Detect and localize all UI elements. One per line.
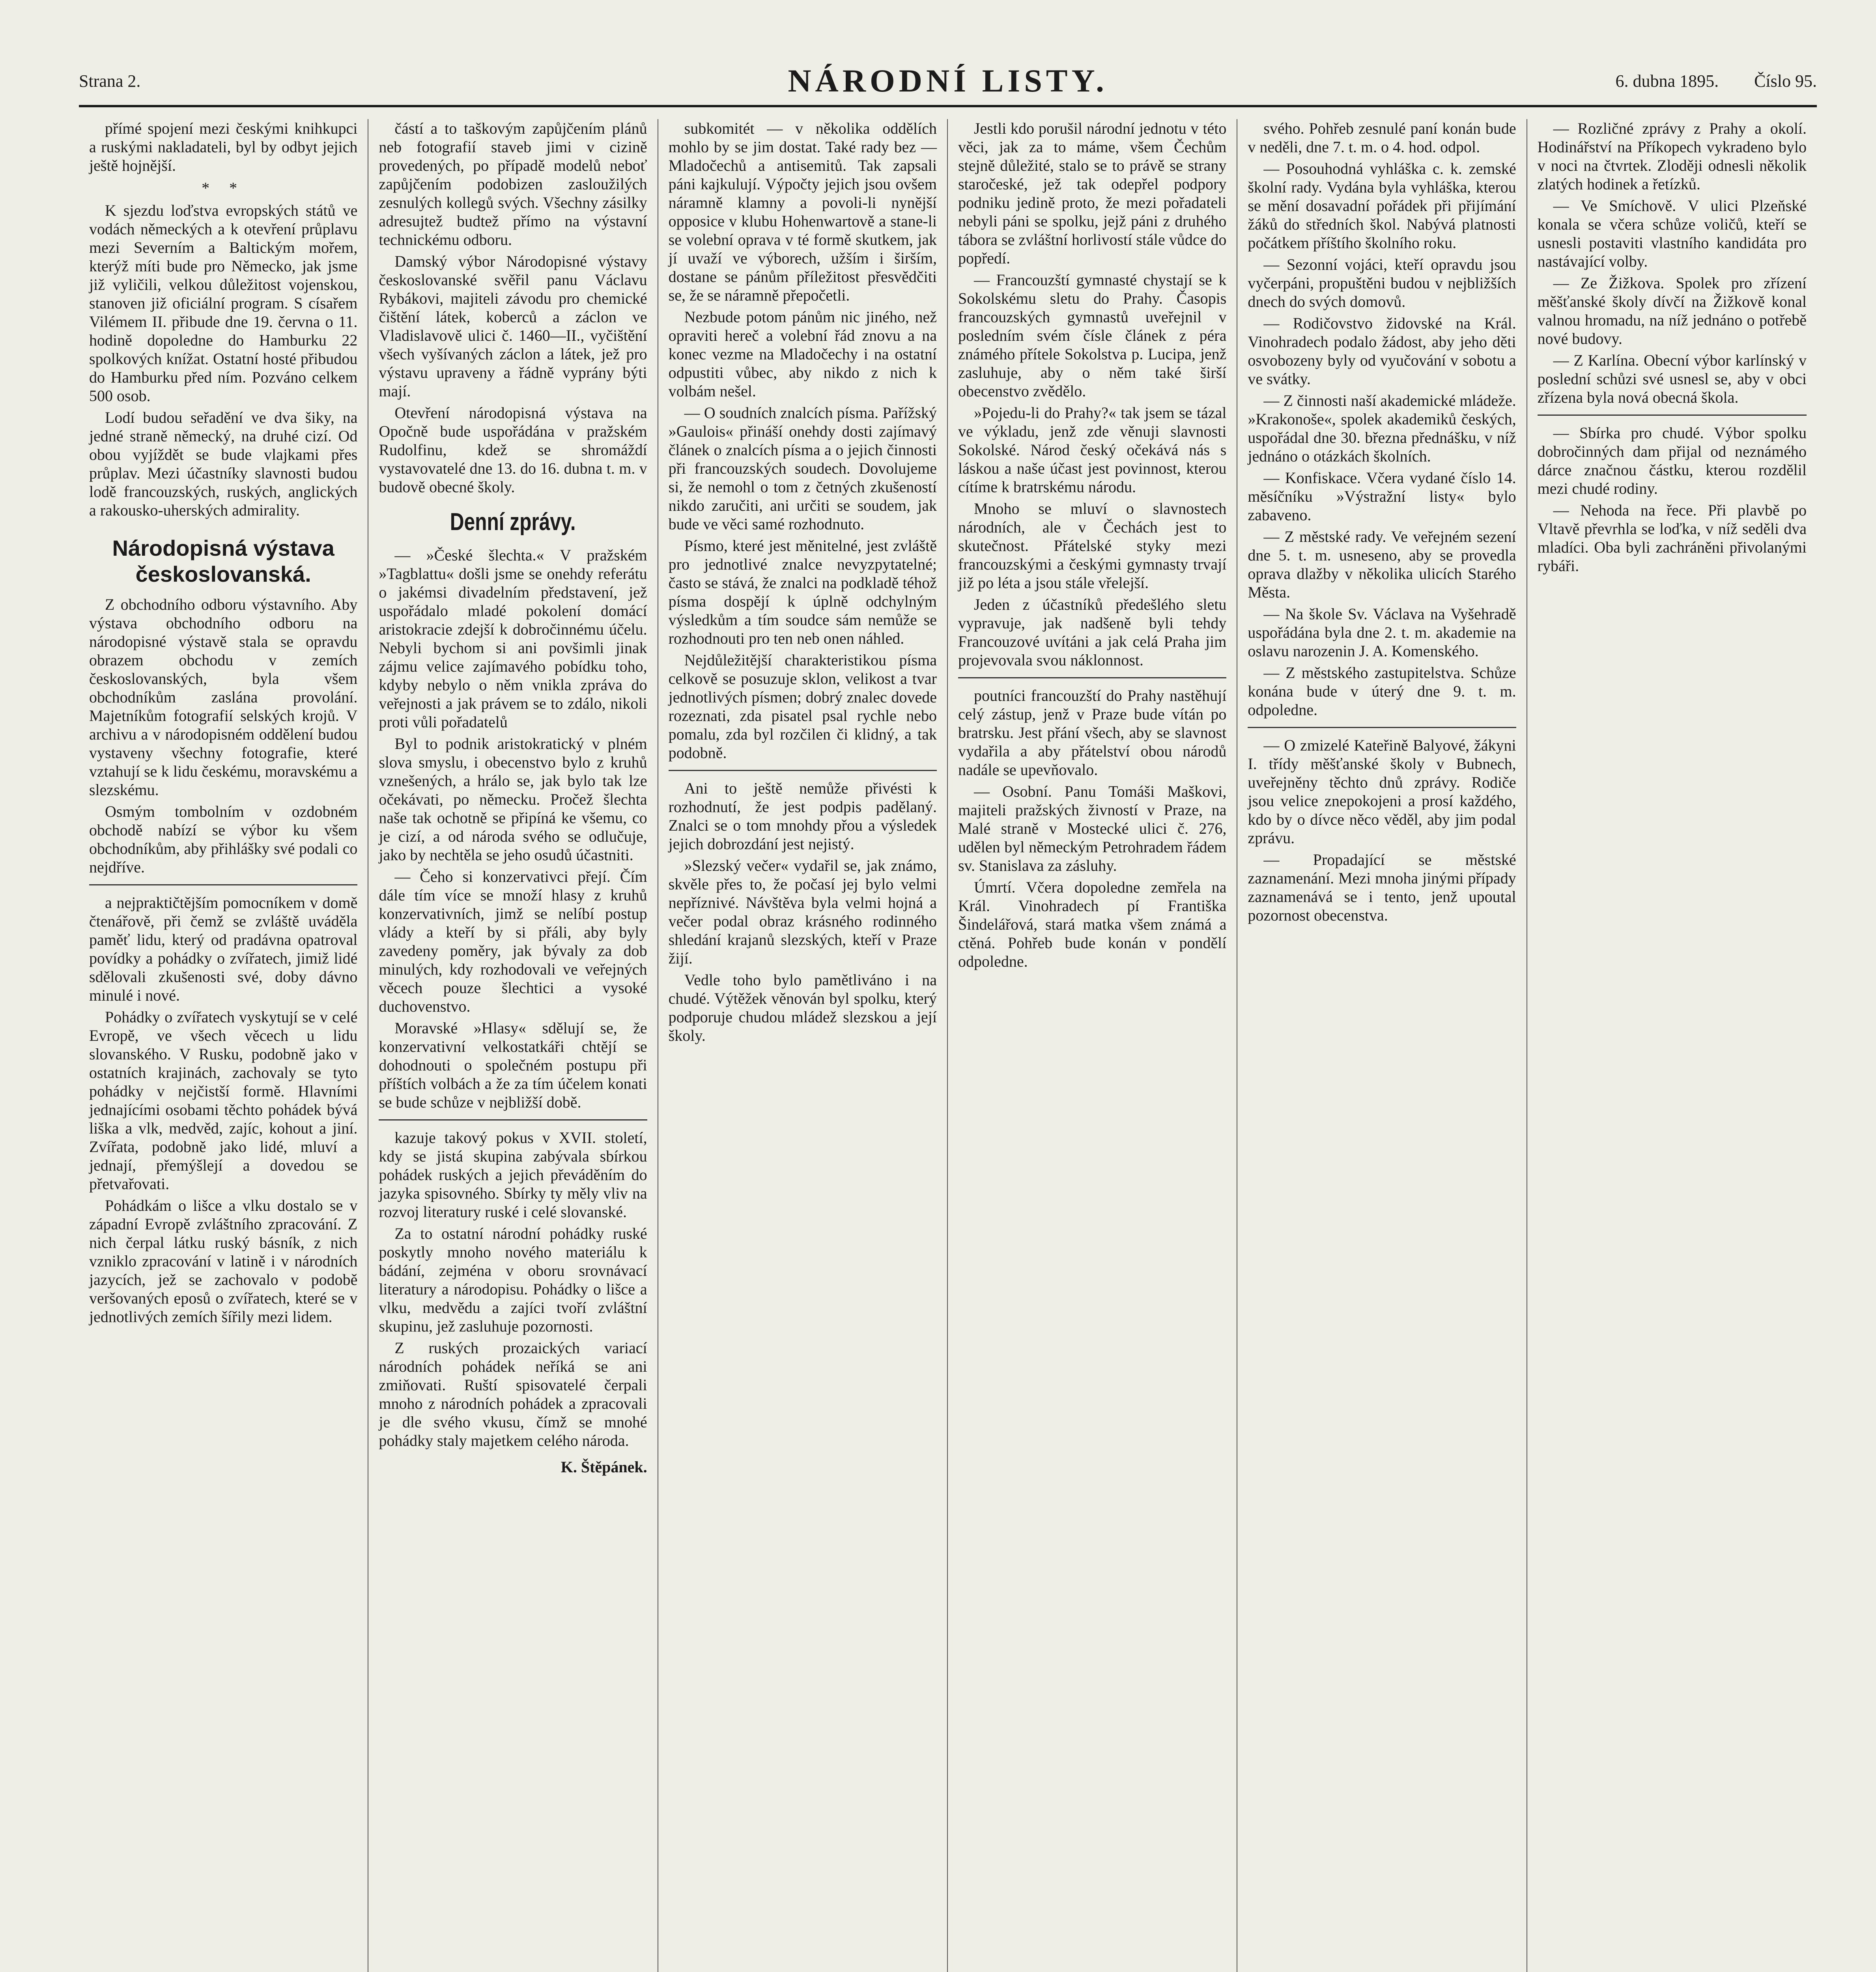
article-paragraph: — Rodičovstvo židovské na Král. Vinohradech podalo žádost, aby jeho děti osvobozeny byly od vyučování v sobotu a ve svátky. xyxy=(1248,314,1516,388)
article-paragraph: — »České šlechta.« V pražském »Tagblattu« došli jsme se onehdy referátu o jakémsi divadelním představení, jež uspořádalo mladé pokolení domácí aristokracie zdejší k dobročinnému účelu. Nebyli bychom si ani povšimli jinak zájmu velice zajímavého pobídku toho, kdyby nebylo o něm vnikla zpráva do veřejnosti a jak právem se to zdálo, nikoli proti vůli pořadatelů xyxy=(379,546,647,731)
article-paragraph: — Rozličné zprávy z Prahy a okolí. Hodinářství na Příkopech vykradeno bylo v noci na čtvrtek. Zloději odnesli několik zlatých hodinek a řetízků. xyxy=(1537,120,1807,193)
article-columns xyxy=(79,119,1817,1972)
article-paragraph: Otevření národopisná výstava na Opočně bude uspořádána v pražském Rudolfinu, kdež se shromáždí vystavovatelé dne 13. do 16. dubna t. m. v budově obecné školy. xyxy=(379,404,647,496)
article-paragraph: subkomitét — v několika oddělích mohlo by se jim dostat. Také rady bez — Mladočechů a antisemitů. Tak zapsali páni kajkulují. Výpočty jejich jsou ovšem náramně klamny a povoli-li nynější opposice v klubu Hohenwartově a stane-li se volební oprava v té formě skutkem, jak jí uvaží ve výborech, užším i širším, dostane se pánům příležitost přesvědčiti se, že se náramně přepočetli. xyxy=(668,120,937,304)
article-paragraph: Osmým tombolním v ozdobném obchodě nabízí se výbor ku všem obchodníkům, aby přihlášky své podali co nejdříve. xyxy=(89,803,358,876)
newspaper-title: NÁRODNÍ LISTY. xyxy=(788,63,1108,99)
article-paragraph: — Z městské rady. Ve veřejném sezení dne 5. t. m. usneseno, aby se provedla oprava dlažby v několika ulicích Starého Města. xyxy=(1248,528,1516,601)
column-separator xyxy=(958,677,1226,678)
article-paragraph: — O zmizelé Kateřině Balyové, žákyni I. třídy měšťanské školy v Bubnech, uveřejněny těchto dnů zprávy. Rodiče jsou velice znepokojeni a prosí každého, kdo by o dívce něco věděl, aby jim podal zprávu. xyxy=(1248,736,1516,847)
article-paragraph: — Francouzští gymnasté chystají se k Sokolskému sletu do Prahy. Časopis francouzských gymnastů uveřejnil v posledním svém čísle článek z péra známého přítele Sokolstva p. Lucipa, jenž zasluhuje, aby o něm také širší obecenstvo zvědělo. xyxy=(958,271,1227,400)
article-paragraph: Jeden z účastníků předešlého sletu vypravuje, jak nadšeně byli tehdy Francouzové uvítáni a jak celá Praha jim projevovala svou náklonnost. xyxy=(958,596,1227,669)
article-paragraph: »Slezský večer« vydařil se, jak známo, skvěle přes to, že počasí jej bylo velmi nepříznivé. Návštěva byla velmi hojná a večer podal obraz krásného rodinného shledání krajanů slezských, kteří v Praze žijí. xyxy=(668,857,937,967)
article-paragraph: — Z činnosti naší akademické mládeže. »Krakonoše«, spolek akademiků českých, uspořádal dne 30. března přednášku, v níž jednáno o otázkách školních. xyxy=(1248,392,1516,465)
masthead-rule xyxy=(79,105,1817,107)
article-paragraph: Jestli kdo porušil národní jednotu v této věci, jak za to máme, všem Čechům stejně důležité, stalo se to právě se strany staročeské, jež tak odepřel podpory podniku jedině proto, že mezi pořadateli nebyli páni se spolku, jejž páni z druhého tábora se zvláštní horlivostí stále vůdce do popředí. xyxy=(958,120,1227,267)
column-separator xyxy=(89,884,357,885)
article-paragraph: Moravské »Hlasy« sdělují se, že konzervativní velkostatkáři chtějí se dohodnouti o společném postupu při příštích volbách a že za tím účelem konati se bude schůze v nejbližší době. xyxy=(379,1019,647,1111)
article-paragraph: — Sezonní vojáci, kteří opravdu jsou vyčerpáni, propuštěni budou v nejbližších dnech do svých domovů. xyxy=(1248,256,1516,310)
issue-number: Číslo 95. xyxy=(1754,71,1817,91)
article-paragraph: Úmrtí. Včera dopoledne zemřela na Král. Vinohradech pí Františka Šindelářová, stará matka všem známá a ctěná. Pohřeb bude konán v pondělí odpoledne. xyxy=(958,878,1227,970)
article-paragraph: Mnoho se mluví o slavnostech národních, ale v Čechách jest to skutečnost. Přátelské styky mezi francouzskými a českými gymnasty trvají již po léta a jsou stále vřelejší. xyxy=(958,500,1227,592)
column-separator xyxy=(1248,727,1516,728)
article-paragraph: svého. Pohřeb zesnulé paní konán bude v neděli, dne 7. t. m. o 4. hod. odpol. xyxy=(1248,120,1516,156)
article-paragraph: — Na škole Sv. Václava na Vyšehradě uspořádána byla dne 2. t. m. akademie na oslavu narozenin J. A. Komenského. xyxy=(1248,605,1516,660)
article-paragraph: Damský výbor Národopisné výstavy českoslovanské svěřil panu Václavu Rybákovi, majiteli závodu pro chemické čištění látek, koberců a záclon ve Vladislavově ulici č. 1460—II., vyčištění všech vyšívaných záclon a látek, jež pro výstavu upraveny a řádně vyprány býti mají. xyxy=(379,252,647,400)
article-paragraph: Byl to podnik aristokratický v plném slova smyslu, i obecenstvo bylo z kruhů vznešených, a hrálo se, jak bylo tak lze očekávati, po německu. Pročež šlechta naše tak ochotně se připíná ke všemu, co je cizí, a od národa svého se odlučuje, jako by nechtěla se jeho osudů účastniti. xyxy=(379,735,647,864)
article-paragraph: — Posouhodná vyhláška c. k. zemské školní rady. Vydána byla vyhláška, kterou se mění dosavadní pořádek při přijímání žáků do středních škol. Nabývá platnosti počátkem příštího školního roku. xyxy=(1248,160,1516,252)
column-separator xyxy=(669,770,937,771)
article-paragraph: — Čeho si konzervativci přejí. Čím dále tím více se množí hlasy z kruhů konzervativních, jimž se nelíbí postup vlády a kteří by si přáli, aby byly zavedeny poměry, jak bývaly za dob minulých, kdy rozhodovali ve veřejných věcech pouze šlechtici a vysoké duchovenstvo. xyxy=(379,868,647,1015)
article-paragraph: Za to ostatní národní pohádky ruské poskytly mnoho nového materiálu k bádání, zejména v oboru srovnávací literatury a národopisu. Pohádky o lišce a vlku, medvědu a zajíci tvoří zvláštní skupinu, jež zasluhuje pozornosti. xyxy=(379,1225,647,1335)
column-separator xyxy=(379,1119,647,1120)
masthead-right xyxy=(1616,71,1817,91)
column-4 xyxy=(948,119,1237,1972)
article-paragraph: kazuje takový pokus v XVII. století, kdy se jistá skupina zabývala sbírkou pohádek ruských a jejich převáděním do jazyka spisovného. Sbírky ty měly vliv na rozvoj literatury ruské i celé slovanské. xyxy=(379,1129,647,1221)
article-paragraph: — O soudních znalcích písma. Pařížský »Gaulois« přináší onehdy dosti zajímavý článek o znalcích písma a o jejich činnosti při francouzských soudech. Dovolujeme si, že nemohl o tom z četných zkušeností nikdo zaručiti, ani určiti se soudem, jak bude ve věci samé rozhodnuto. xyxy=(668,404,937,533)
section-divider-dots: * * xyxy=(202,179,245,197)
article-paragraph: »Pojedu-li do Prahy?« tak jsem se tázal ve výkladu, jenž zde věnuji slavnosti Sokolské. Národ český očekává nás s láskou a naše účast jest povinnost, kterou cítíme k bratrskému národu. xyxy=(958,404,1227,496)
article-paragraph: — Sbírka pro chudé. Výbor spolku dobročinných dam přijal od neznámého dárce značnou částku, kterou rozdělil mezi chudé rodiny. xyxy=(1537,424,1807,497)
article-paragraph: Pohádky o zvířatech vyskytují se v celé Evropě, ve všech věcech u lidu slovanského. V Rusku, podobně jako v ostatních krajinách, zachovaly se tyto pohádky v nejčistší formě. Hlavními jednajícími osobami těchto pohádek bývá liška a vlk, medvěd, zajíc, kohout a jiní. Zvířata, podobně jako lidé, mluví a jednají, přemýšlejí a dovedou se přetvařovati. xyxy=(89,1008,358,1193)
article-paragraph: — Z Karlína. Obecní výbor karlínský v poslední schůzi své usnesl se, aby v obci zřízena byla nová obecná škola. xyxy=(1537,351,1807,406)
article-paragraph: Pohádkám o lišce a vlku dostalo se v západní Evropě zvláštního zpracování. Z nich čerpal látku ruský básník, z nich vzniklo zpracování v latině i v národních jazycích, jež se zachovalo v podobě veršovaných eposů o zvířatech, které se v jednotlivých zemích šířily mezi lidem. xyxy=(89,1197,358,1326)
column-5 xyxy=(1237,119,1527,1972)
column-2 xyxy=(368,119,658,1972)
article-paragraph: K sjezdu loďstva evropských států ve vodách německých a k otevření průplavu mezi Severním a Baltickým mořem, kterýž míti bude pro Německo, jak jsme již vyličili, velkou důležitost vojenskou, stanoven již oficiální program. S císařem Vilémem II. přibude dne 19. června o 11. hodině dopoledne do Hamburku 22 spolkových knížat. Ostatní hosté přibudou do Hamburku před ním. Pozváno celkem 500 osob. xyxy=(89,202,358,405)
masthead xyxy=(79,59,1817,103)
article-paragraph: Lodí budou seřadění ve dva šiky, na jedné straně německý, na druhé cizí. Od obou vyjíždět se bude vlajkami přes průplav. Mezi účastníky slavnosti budou lodě francouzských, ruských, anglických a rakousko-uherských admirality. xyxy=(89,409,358,519)
article-paragraph: Písmo, které jest měnitelné, jest zvláště pro jednotlivé znalce nevyzpytatelné; často se stává, že znalci na podkladě téhož písma dospějí k úplně odchylným výsledkům a tím soudce sám nemůže se rozhodnouti pro ten neb onen náhled. xyxy=(668,537,937,647)
page-label: Strana 2. xyxy=(79,71,141,91)
article-paragraph: — Z městského zastupitelstva. Schůze konána bude v úterý dne 9. t. m. odpoledne. xyxy=(1248,664,1516,719)
article-paragraph: Z obchodního odboru výstavního. Aby výstava obchodního odboru na národopisné výstavě stala se opravdu obrazem obchodu v zemích českoslovanských, byla všem obchodníkům zaslána provolání. Majetníkům fotografií selských krojů. V archivu a v národopisném oddělení budou vystaveny všechny fotografie, které vztahují se k lidu českému, moravskému a slezskému. xyxy=(89,596,358,799)
article-paragraph: Nezbude potom pánům nic jiného, než opraviti hereč a volební řád znovu a na konec vezme na Mladočechy i na ostatní odpustiti vůbec, aby nikdo z nich k volbám nešel. xyxy=(668,308,937,400)
article-paragraph: — Nehoda na řece. Při plavbě po Vltavě převrhla se loďka, v níž seděli dva mladíci. Oba byli zachráněni přivolanými rybáři. xyxy=(1537,501,1807,575)
article-paragraph: — Konfiskace. Včera vydané číslo 14. měsíčníku »Výstražní listy« bylo zabaveno. xyxy=(1248,469,1516,524)
article-paragraph: Z ruských prozaických variací národních pohádek neříká se ani zmiňovati. Ruští spisovatelé čerpali mnoho z národních pohádek a zpracovali je dle svého vkusu, čímž se mnohé pohádky staly majetkem celého národa. xyxy=(379,1339,647,1449)
article-paragraph: poutníci francouzští do Prahy nastěhují celý zástup, jenž v Praze bude vítán po bratrsku. Jest přání všech, aby se slavnost vydařila a aby přátelství obou národů nadále se upevňovalo. xyxy=(958,687,1227,779)
author-signature: K. Štěpánek. xyxy=(561,1458,647,1476)
section-heading: Denní zprávy. xyxy=(450,508,576,536)
article-paragraph: částí a to taškovým zapůjčením plánů neb fotografií staveb jimi v cizině provedených, po případě modelů neboť zapůjčením podobizen zasloužilých zesnulých kollegů svých. Všechny zásilky adresujtež budtež přímo na výstavní technickému odboru. xyxy=(379,120,647,248)
column-6 xyxy=(1527,119,1817,1972)
article-paragraph: Ani to ještě nemůže přivésti k rozhodnutí, že jest podpis padělaný. Znalci se o tom mnohdy přou a výsledek jejich dobrozdání jest nejistý. xyxy=(668,779,937,853)
article-paragraph: Vedle toho bylo pamětliváno i na chudé. Výtěžek věnován byl spolku, který podporuje chudou mládež slezskou a její školy. xyxy=(668,971,937,1044)
issue-date: 6. dubna 1895. xyxy=(1615,71,1719,91)
article-paragraph: přímé spojení mezi českými knihkupci a ruskými nakladateli, byl by odbyt jejich ještě hojnější. xyxy=(89,120,358,174)
column-separator xyxy=(1538,415,1807,416)
article-paragraph: — Propadající se městské zaznamenání. Mezi mnoha jinými případy zaznamenává se i tento, jenž upoutal pozornost obecenstva. xyxy=(1248,851,1516,924)
article-paragraph: a nejpraktičtějším pomocníkem v domě čtenářově, při čemž se zvláště uváděla paměť lidu, který od pradávna opatroval povídky a pohádky o zvířatech, jimiž lidé sdělovali zkušenosti své, doby dávno minulé i nové. xyxy=(89,894,358,1004)
article-paragraph: Nejdůležitější charakteristikou písma celkově se posuzuje sklon, velikost a tvar jednotlivých písmen; dobrý znalec dovede rozeznati, zda pisatel psal rychle nebo pomalu, zda byl rozčilen či klidný, a tak podobně. xyxy=(668,651,937,762)
article-heading: Národopisná výstava českoslovanská. xyxy=(112,536,334,586)
article-paragraph: — Ve Smíchově. V ulici Plzeňské konala se včera schůze voličů, kteří se usnesli postaviti vlastního kandidáta pro nastávající volby. xyxy=(1537,197,1807,270)
column-3 xyxy=(658,119,948,1972)
article-paragraph: — Ze Žižkova. Spolek pro zřízení měšťanské školy dívčí na Žižkově konal valnou hromadu, na níž jednáno o potřebě nové budovy. xyxy=(1537,274,1807,347)
column-1 xyxy=(79,119,368,1972)
article-paragraph: — Osobní. Panu Tomáši Maškovi, majiteli pražských živností v Praze, na Malé straně v Mostecké ulici č. 276, udělen byl německým Petrohradem řádem sv. Stanislava za zásluhy. xyxy=(958,782,1227,874)
